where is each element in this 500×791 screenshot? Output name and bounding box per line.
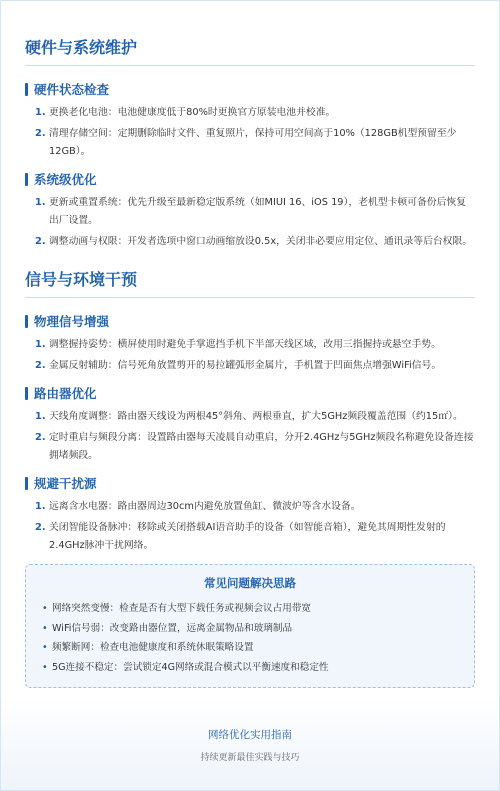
title-bar-icon [25, 173, 28, 186]
faq-box [25, 564, 475, 688]
list-item: 1. 天线角度调整：路由器天线设为两根45°斜角、两根垂直，扩大5GHz频段覆盖范围（约15㎡）。 [35, 411, 463, 422]
footer-title: 网络优化实用指南 [208, 729, 292, 741]
sub-title-interference: 规避干扰源 [25, 474, 475, 492]
section-signal [1, 267, 499, 555]
title-bar-icon [25, 477, 28, 490]
list-item: 2. 调整动画与权限：开发者选项中窗口动画缩放设0.5x，关闭非必要应用定位、通讯录等后台权限。 [35, 236, 473, 247]
section-title: 硬件与系统维护 [25, 35, 475, 66]
title-bar-icon [25, 387, 28, 400]
title-bar-icon [25, 315, 28, 328]
faq-item: • WiFi信号弱：改变路由器位置，远离金属物品和玻璃制品 [42, 619, 458, 639]
list-item: 1. 更新或重置系统：优先升级至最新稳定版系统（如MIUI 16、iOS 19），老机型卡顿可备份后恢复出厂设置。 [35, 197, 467, 226]
list-item: 2. 金属反射辅助：信号死角放置剪开的易拉罐弧形金属片，手机置于凹面焦点增强WiFi信号。 [35, 360, 442, 371]
bullet-icon: • [42, 603, 48, 614]
faq-item: • 网络突然变慢：检查是否有大型下载任务或视频会议占用带宽 [42, 599, 458, 619]
faq-title: 常见问题解决思路 [204, 576, 296, 590]
bullet-icon: • [42, 642, 48, 653]
footer-subtitle: 持续更新最佳实践与技巧 [200, 753, 300, 763]
list-item: 2. 关闭智能设备脉冲：移除或关闭搭载AI语音助手的设备（如智能音箱），避免其周期性发射的2.4GHz脉冲干扰网络。 [35, 522, 446, 551]
sub-title-physical-signal: 物理信号增强 [25, 312, 475, 330]
sub-title-router: 路由器优化 [25, 384, 475, 402]
bullet-icon: • [42, 622, 48, 634]
faq-item: • 频繁断网：检查电池健康度和系统休眠策略设置 [42, 638, 458, 658]
title-bar-icon [25, 83, 28, 96]
list-item: 2. 定时重启与频段分离：设置路由器每天凌晨自动重启，分开2.4GHz与5GHz频段名称避免设备连接拥堵频段。 [35, 432, 474, 461]
footer [1, 727, 499, 763]
sub-title-system-optimize: 系统级优化 [25, 170, 475, 188]
list-item: 1. 更换老化电池：电池健康度低于80%时更换官方原装电池并校准。 [35, 107, 336, 118]
list-item: 2. 清理存储空间：定期删除临时文件、重复照片，保持可用空间高于10%（128GB机型预留至少12GB）。 [35, 128, 457, 157]
faq-item: • 5G连接不稳定：尝试锁定4G网络或混合模式以平衡速度和稳定性 [42, 658, 458, 678]
section-title: 信号与环境干预 [25, 267, 475, 298]
section-hardware [1, 35, 499, 251]
list-item: 1. 调整握持姿势：横屏使用时避免手掌遮挡手机下半部天线区域，改用三指握持或悬空手势。 [35, 339, 441, 350]
list-item: 1. 远离含水电器：路由器周边30cm内避免放置鱼缸、微波炉等含水设备。 [35, 501, 361, 512]
sub-title-hardware-check: 硬件状态检查 [25, 80, 475, 98]
bullet-icon: • [42, 661, 48, 673]
